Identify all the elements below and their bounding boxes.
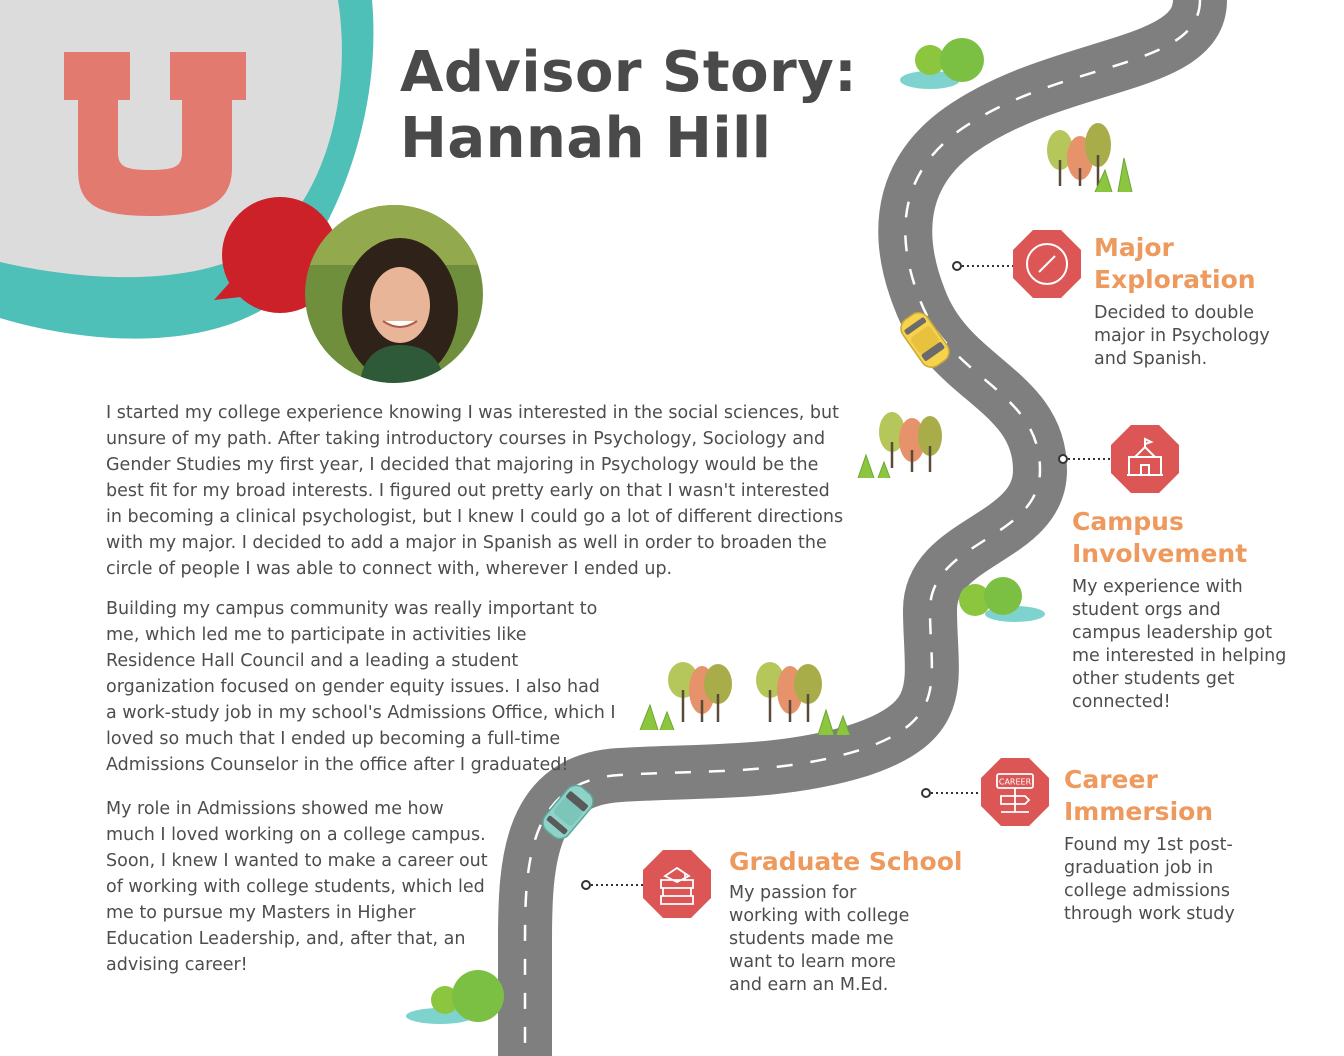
compass-icon [1013, 230, 1081, 298]
milestone-career-immersion-description: Found my 1st post-graduation job in college admissions through work study [1064, 835, 1235, 924]
advisor-photo [305, 205, 483, 383]
milestone-campus-involvement-description: My experience with student orgs and campus leadership got me interested in helping other students get connected! [1072, 577, 1287, 712]
milestone-title-line: Career [1064, 765, 1158, 794]
milestone-graduate-school-title [729, 846, 989, 878]
page-title [400, 40, 857, 172]
bush-middle [959, 577, 1045, 622]
title-line-1: Advisor Story: [400, 40, 858, 105]
milestone-title-line: Exploration [1094, 265, 1256, 294]
milestone-title-line: Immersion [1064, 797, 1214, 826]
milestone-career-immersion-title [1064, 764, 1294, 828]
milestone-title-line: Campus [1072, 507, 1184, 536]
milestone-graduate-school-description: My passion for working with college students made me want to learn more and earn an M.Ed. [729, 883, 910, 995]
milestone-title-line: Major [1094, 233, 1174, 262]
milestone-title-line: Graduate School [729, 847, 963, 876]
milestone-campus-involvement-title [1072, 506, 1302, 570]
story-paragraph-3: My role in Admissions showed me how much I loved working on a college campus. Soon, I knew I wanted to make a career out of working with college students, which led me to pursue my Masters in Higher Education Leadership, and, after that, an advising career! [106, 799, 488, 975]
milestone-title-line: Involvement [1072, 539, 1248, 568]
career-sign-text: CAREER [998, 777, 1032, 787]
bush-bottom [406, 970, 504, 1024]
milestone-major-exploration-title [1094, 232, 1324, 296]
milestone-major-exploration-description: Decided to double major in Psychology and Spanish. [1094, 303, 1270, 369]
trees-middle [858, 412, 942, 478]
story-paragraph-1: I started my college experience knowing I was interested in the social sciences, but unsure of my path. After taking introductory courses in Psychology, Sociology and Gender Studies my first year, I decided that majoring in Psychology would be the best fit for my broad interests. I figured out pretty early on that I wasn't interested in becoming a clinical psychologist, but I knew I could go a lot of different directions with my major. I decided to add a major in Spanish as well in order to broaden the circle of people I was able to connect with, wherever I ended up. [106, 403, 844, 579]
school-building-icon [1111, 425, 1179, 493]
career-sign-icon [981, 758, 1049, 826]
story-paragraph-2: Building my campus community was really important to me, which led me to participate in activities like Residence Hall Council and a leading a student organization focused on gender equity issues. I also had a work-study job in my school's Admissions Office, which I loved so much that I ended up becoming a full-time Admissions Counselor in the office after I graduated! [106, 599, 616, 775]
trees-left [640, 662, 732, 730]
trees-top-right [1047, 123, 1132, 192]
title-line-2: Hannah Hill [400, 106, 772, 171]
graduation-books-icon [643, 850, 711, 918]
bush-top [900, 38, 984, 89]
trees-right [756, 662, 850, 735]
